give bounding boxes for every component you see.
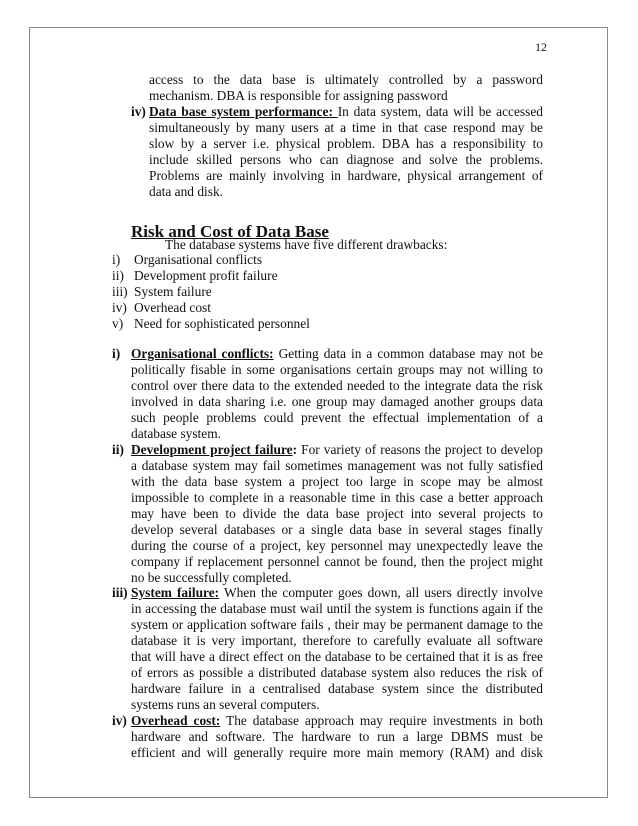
list-text: Overhead cost [134, 300, 211, 315]
text-fragment: The database approach may require investments in both [220, 713, 543, 728]
text-line: simultaneously by many users at a time in that case respond may be [149, 120, 543, 135]
list-item [112, 300, 310, 316]
text-line: company if replacement personnel cannot be found, then the project might [131, 554, 543, 569]
section-heading: Risk and Cost of Data Base [131, 222, 329, 241]
text-line: systems runs an several computers. [131, 697, 320, 712]
system-failure-paragraph [131, 585, 543, 713]
text-line: impossible to complete in a reasonable time in this case a better approach [131, 490, 543, 505]
para-title: System failure: [131, 585, 220, 600]
text-line: with the data base system a project too large in scope may be almost [131, 474, 543, 489]
text-line [149, 104, 543, 120]
text-fragment: For variety of reasons the project to develop [297, 442, 544, 457]
list-text: Need for sophisticated personnel [134, 316, 310, 331]
text-line: slow by a server i.e. physical problem. DBA has a responsibility to [149, 136, 543, 151]
text-line: efficient and will generally require more main memory (RAM) and disk [131, 745, 543, 760]
list-number: v) [112, 316, 124, 331]
item-label: iii) [112, 585, 128, 600]
list-item [112, 268, 310, 284]
item-label: i) [112, 346, 121, 361]
dbperf-paragraph [149, 104, 543, 200]
text-fragment: Getting data in a common database may not be [273, 346, 544, 361]
development-failure-paragraph [131, 442, 543, 586]
para-title: Organisational conflicts: [131, 346, 274, 361]
text-line: control over there data to the extended needed to the integrate data the risk [131, 378, 543, 393]
text-line: database system. [131, 426, 221, 441]
text-fragment: In data system, data will be accessed [337, 104, 543, 119]
text-line: develop several databases or a single data base in several stages finally [131, 522, 543, 537]
para-title-colon: : [292, 442, 298, 457]
text-line [131, 585, 543, 601]
text-line [131, 442, 543, 458]
list-text: System failure [134, 284, 212, 299]
text-line: hardware and software. The hardware to run a large DBMS must be [131, 729, 543, 744]
list-item [112, 284, 310, 300]
text-line: no be successfully completed. [131, 570, 292, 585]
text-line: involved in data sharing i.e. one group may damaged another groups data [131, 394, 543, 409]
continued-text [149, 72, 543, 104]
dbperf-title: Data base system performance: [149, 104, 338, 119]
text-line: such people problems could prevent the effectual implementation of a [131, 410, 543, 425]
list-number: ii) [112, 268, 124, 283]
text-line: a database system may fail sometimes management was not fully satisfied [131, 458, 543, 473]
text-line [131, 346, 543, 362]
text-line: mechanism. DBA is responsible for assigning password [149, 88, 448, 103]
text-fragment: When the computer goes down, all users directly involve [219, 585, 543, 600]
text-line: may have been to divide the data base project into several projects to [131, 506, 543, 521]
item-label: iv) [112, 713, 127, 728]
text-line: access to the data base is ultimately controlled by a password [149, 72, 543, 87]
text-line: of errors as possible a distributed database system also reduces the risk of [131, 665, 543, 680]
text-line: include skilled persons who can diagnose and solve the problems. [149, 152, 543, 167]
text-line: data and disk. [149, 184, 224, 199]
list-text: Organisational conflicts [134, 252, 263, 267]
list-item [112, 316, 310, 332]
para-title: Development project failure [131, 442, 293, 457]
text-line: during the course of a project, key personnel may unexpectedly leave the [131, 538, 543, 553]
organisational-conflicts-paragraph [131, 346, 543, 442]
list-number: iv) [112, 300, 127, 315]
page-number: 12 [535, 40, 547, 54]
list-number: i) [112, 252, 121, 267]
text-line: Problems are mainly involving in hardware, physical arrangement of [149, 168, 543, 183]
text-line: politically fisable in some organisations certain groups may not willing to [131, 362, 543, 377]
para-title: Overhead cost: [131, 713, 221, 728]
list-number: iii) [112, 284, 128, 299]
text-line [131, 713, 543, 729]
list-text: Development profit failure [134, 268, 278, 283]
item-label: ii) [112, 442, 124, 457]
item-label: iv) [131, 104, 146, 119]
overhead-cost-paragraph [131, 713, 543, 761]
list-item [112, 252, 310, 268]
text-line: hardware failure in a centralised database system since the distributed [131, 681, 543, 696]
text-line: that will have a direct effect on the database to be certained that it is as free [131, 649, 543, 664]
drawbacks-list [112, 252, 310, 332]
text-line: database it is very important, therefore to carefully evaluate all software [131, 633, 543, 648]
text-line: system or application software fails , their may be permanent damage to the [131, 617, 543, 632]
section-intro: The database systems have five different drawbacks: [165, 237, 448, 252]
text-line: in accessing the database must wail until the system is functions again if the [131, 601, 543, 616]
